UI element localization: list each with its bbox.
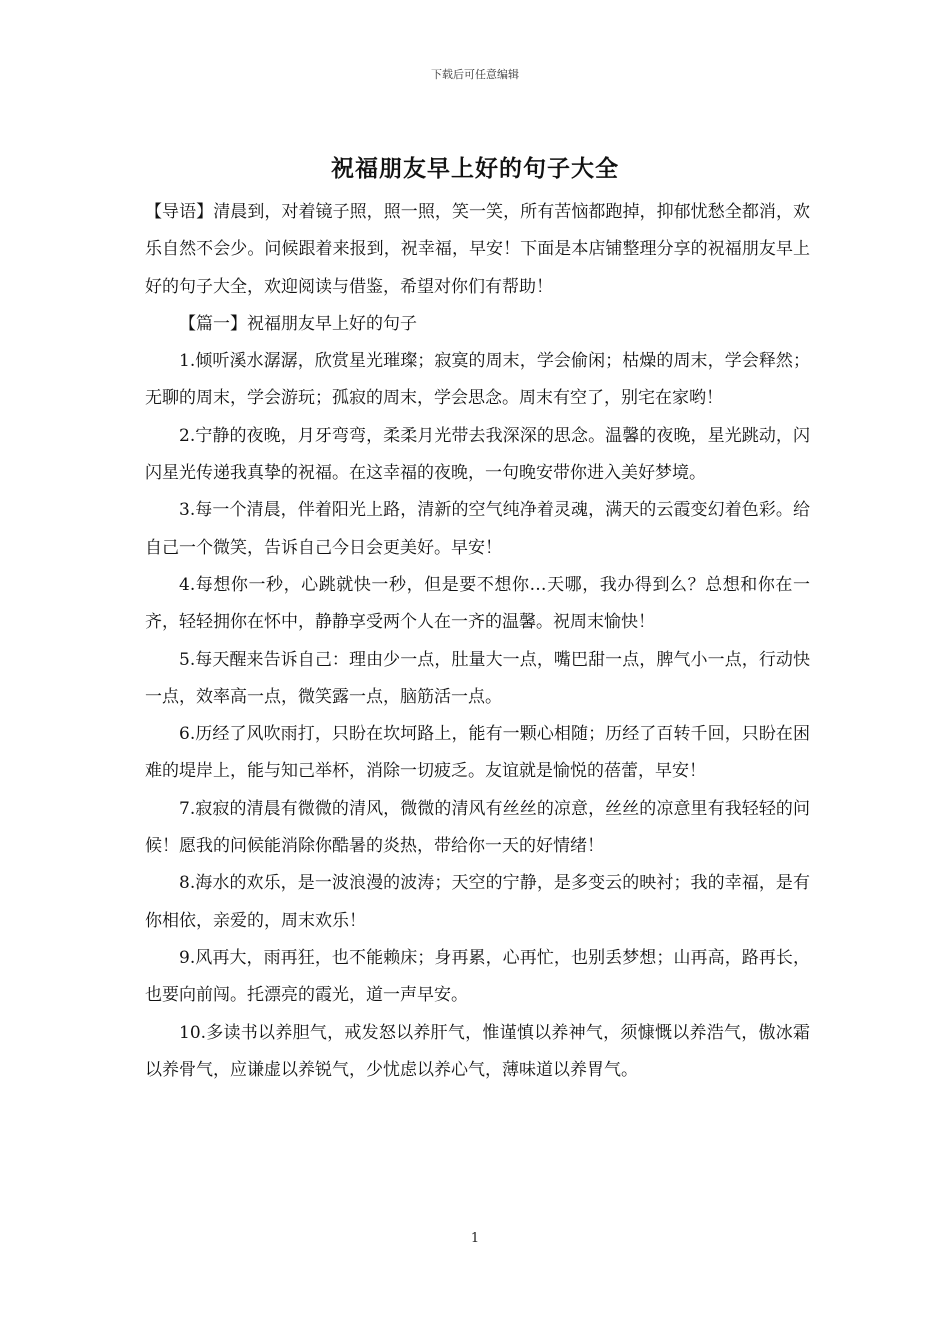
section-heading: 【篇一】祝福朋友早上好的句子: [179, 313, 417, 334]
list-item: 10.多读书以养胆气，戒发怒以养肝气，惟谨慎以养神气，须慷慨以养浩气，傲冰霜以养骨气，应谦虚以养锐气，少忧虑以养心气，薄味道以养胃气。: [145, 1022, 810, 1080]
list-item: 6.历经了风吹雨打，只盼在坎坷路上，能有一颗心相随；历经了百转千回，只盼在困难的堤岸上，能与知己举杯，消除一切疲乏。友谊就是愉悦的蓓蕾，早安！: [145, 724, 810, 782]
list-item: 4.每想你一秒，心跳就快一秒，但是要不想你…天哪，我办得到么？总想和你在一齐，轻轻拥你在怀中，静静享受两个人在一齐的温馨。祝周末愉快！: [145, 574, 810, 633]
list-item: 5.每天醒来告诉自己：理由少一点，肚量大一点，嘴巴甜一点，脾气小一点，行动快一点，效率高一点，微笑露一点，脑筋活一点。: [145, 649, 810, 707]
list-item: 3.每一个清晨，伴着阳光上路，清新的空气纯净着灵魂，满天的云霞变幻着色彩。给自己一个微笑，告诉自己今日会更美好。早安！: [145, 500, 810, 558]
document-title: 祝福朋友早上好的句子大全: [331, 155, 619, 182]
header-note: 下载后可任意编辑: [431, 68, 519, 81]
list-item: 7.寂寂的清晨有微微的清风，微微的清风有丝丝的凉意，丝丝的凉意里有我轻轻的问候！愿我的问候能消除你酷暑的炎热，带给你一天的好情绪！: [145, 798, 810, 857]
document-body: [145, 194, 810, 1089]
list-item: 1.倾听溪水潺潺，欣赏星光璀璨；寂寞的周末，学会偷闲；枯燥的周末，学会释然；无聊的周末，学会游玩；孤寂的周末，学会思念。周末有空了，别宅在家哟！: [145, 351, 810, 409]
intro-paragraph: 【导语】清晨到，对着镜子照，照一照，笑一笑，所有苦恼都跑掉，抑郁忧愁全都消，欢乐自然不会少。问候跟着来报到，祝幸福，早安！下面是本店铺整理分享的祝福朋友早上好的句子大全，欢迎阅读与借鉴，希望对你们有帮助！: [145, 202, 810, 297]
page-number: 1: [470, 1231, 480, 1246]
list-item: 9.风再大，雨再狂，也不能赖床；身再累，心再忙，也别丢梦想；山再高，路再长，也要向前闯。托漂亮的霞光，道一声早安。: [145, 947, 810, 1006]
list-item: 8.海水的欢乐，是一波浪漫的波涛；天空的宁静，是多变云的映衬；我的幸福，是有你相依，亲爱的，周末欢乐！: [145, 873, 810, 931]
list-item: 2.宁静的夜晚，月牙弯弯，柔柔月光带去我深深的思念。温馨的夜晚，星光跳动，闪闪星光传递我真挚的祝福。在这幸福的夜晚，一句晚安带你进入美好梦境。: [145, 425, 810, 484]
